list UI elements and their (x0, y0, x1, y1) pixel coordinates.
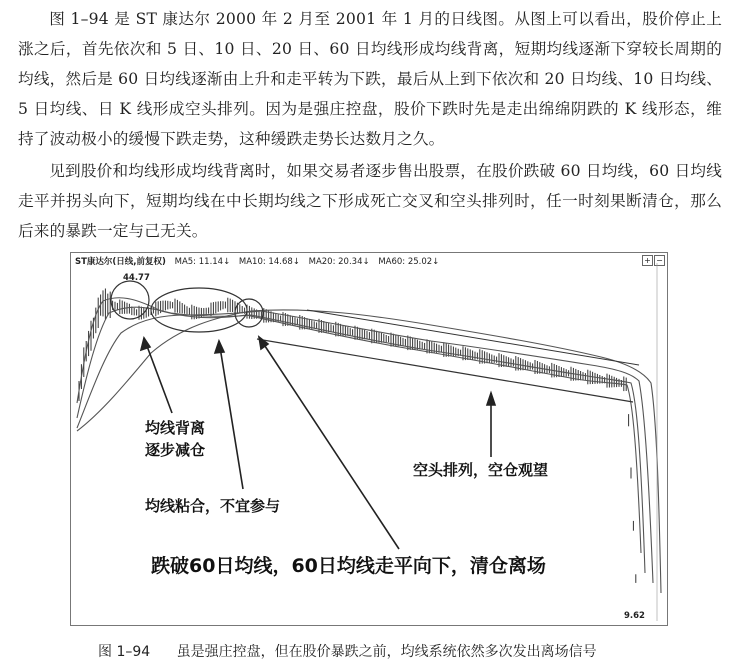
ma60-readout: MA60: 25.02↓ (378, 257, 440, 267)
annotation-bonding: 均线粘合，不宜参与 (145, 497, 281, 515)
caption-text: 虽是强庄控盘，但在股价暴跌之前，均线系统依然多次发出离场信号 (176, 644, 597, 660)
chart-title: ST康达尔(日线,前复权) (75, 257, 166, 267)
figure-caption (98, 641, 597, 661)
high-price-label: 44.77 (123, 273, 150, 283)
arrow-short-head (487, 393, 495, 405)
low-price-label: 9.62 (624, 611, 645, 621)
trend-line (257, 339, 633, 402)
annotation-divergence (145, 417, 205, 461)
ma20-readout: MA20: 20.34↓ (308, 257, 370, 267)
arrow-break-shaft (259, 337, 399, 549)
zoom-in-button[interactable]: + (642, 255, 653, 266)
annotation-break-ma60: 跌破60日均线，60日均线走平向下，清仓离场 (151, 551, 546, 578)
zoom-out-button[interactable]: − (654, 255, 665, 266)
arrow-divergence-head (141, 338, 150, 350)
arrow-divergence-shaft (144, 338, 172, 413)
paragraph-2: 见到股价和均线形成均线背离时，如果交易者逐步售出股票，在股价跌破 60 日均线，60 日均线走平并拐头向下，短期均线在中长期均线之下形成死亡交叉和空头排列时，任一时刻果断清仓，那么后来的暴跌一定与己无关。 (18, 162, 722, 240)
annotation-divergence-line1: 均线背离 (145, 419, 206, 437)
arrow-bonding-head (215, 341, 224, 353)
annotation-short-arrangement: 空头排列，空仓观望 (413, 461, 549, 479)
ma5-readout: MA5: 11.14↓ (174, 257, 231, 267)
paragraph-1: 图 1–94 是 ST 康达尔 2000 年 2 月至 2001 年 1 月的日线图。从图上可以看出，股价停止上涨之后，首先依次和 5 日、10 日、20 日、60 日均线形成均线背离，短期均线逐渐下穿较长周期的均线，然后是 60 日均线逐渐由上升和走平转为下跌，最后从上到下依次和 20 日均线、10 日均线、5 日均线、日 K 线形成空头排列。因为是强庄控盘，股价下跌时先是走出绵绵阴跌的 K 线形态，维持了波动极小的缓慢下跌走势，这种缓跌走势长达数月之久。 (18, 10, 722, 148)
ellipse-divergence (111, 281, 149, 319)
caption-number: 图 1–94 (98, 644, 151, 660)
stock-chart (70, 252, 668, 626)
annotation-divergence-line2: 逐步减仓 (145, 441, 206, 459)
arrow-bonding-shaft (219, 341, 243, 489)
ma10-readout: MA10: 14.68↓ (238, 257, 300, 267)
